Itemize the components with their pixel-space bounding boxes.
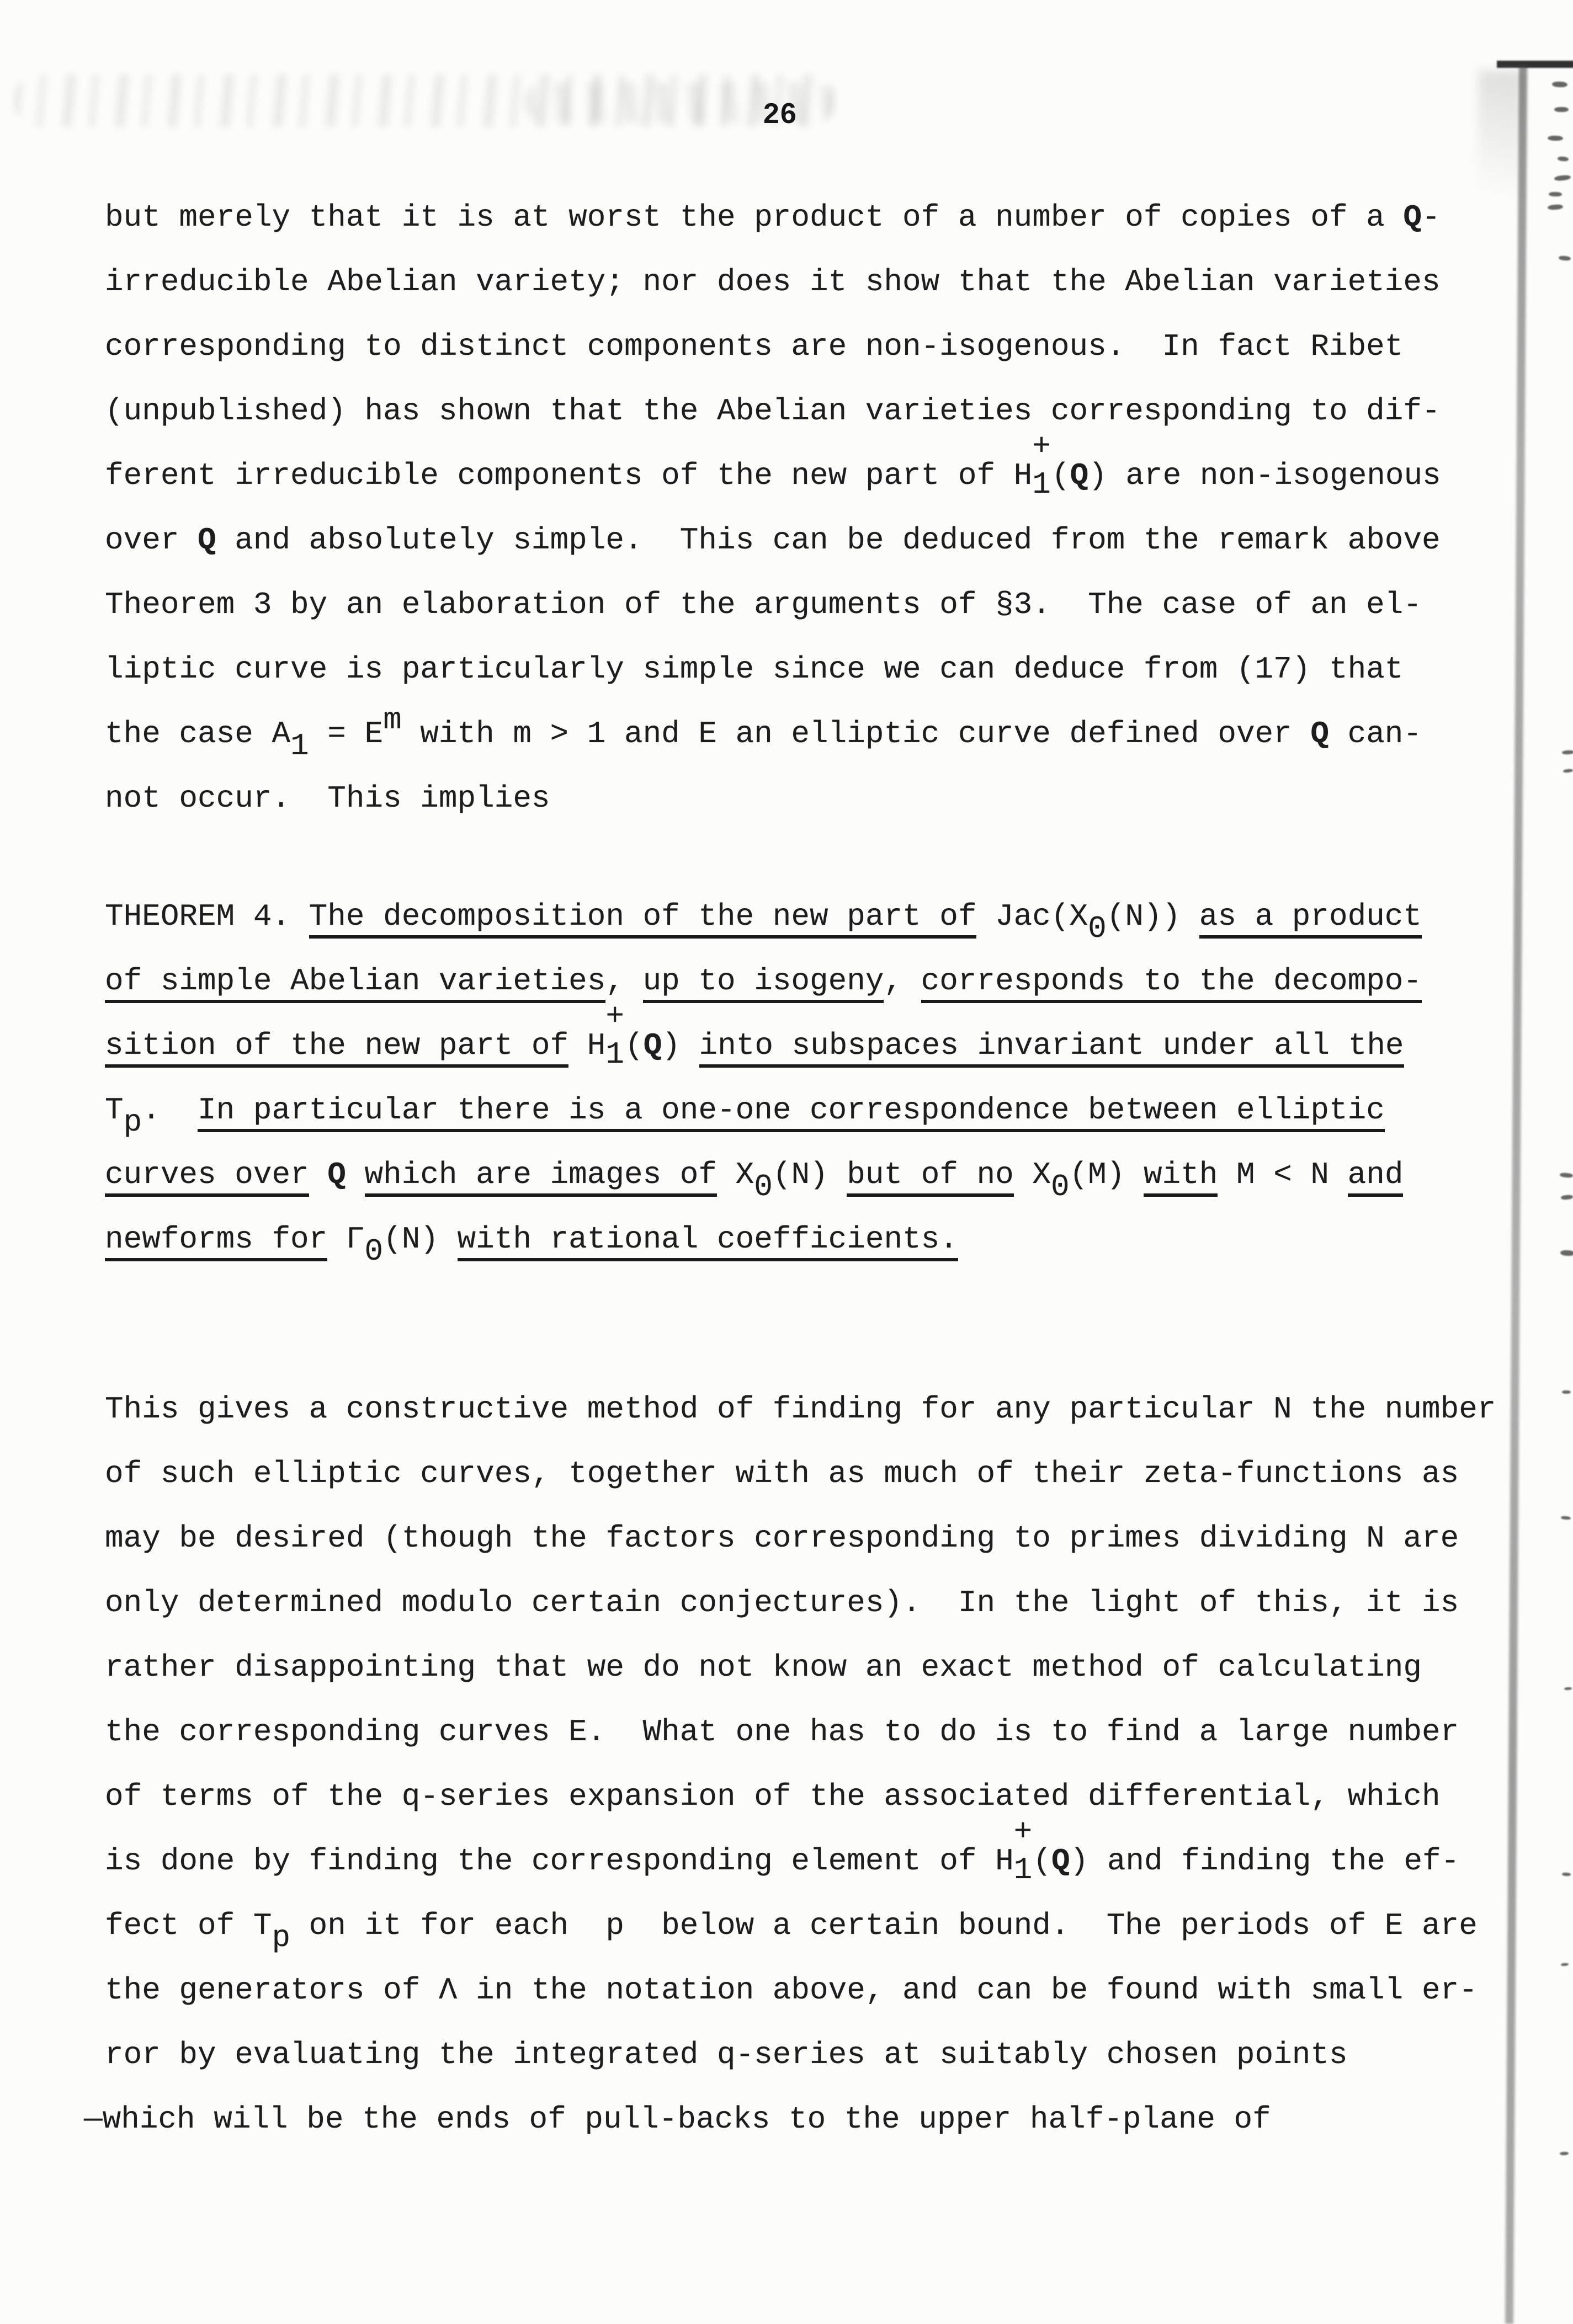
- text-segment: (: [625, 1028, 644, 1063]
- text-line: [105, 884, 1422, 949]
- text-segment: Theorem 3 by an elaboration of the arguments of §3. The case of an el-: [105, 587, 1422, 622]
- text-segment: —which will be the ends of pull-backs to the upper half-plane of: [84, 2102, 1271, 2137]
- superscript: +: [1013, 1814, 1033, 1849]
- text-segment: the case A: [105, 716, 291, 751]
- text-line: [105, 1635, 1496, 1700]
- underlined-text: with rational coefficients.: [458, 1222, 958, 1261]
- text-segment: of such elliptic curves, together with as much of their zeta-functions as: [105, 1456, 1459, 1491]
- text-line: [105, 2023, 1496, 2087]
- superscript: +: [1032, 428, 1051, 464]
- text-segment: X: [717, 1157, 754, 1192]
- text-segment: not occur. This implies: [105, 781, 550, 816]
- text-segment: over: [105, 523, 198, 558]
- text-segment: (M): [1069, 1157, 1144, 1192]
- text-segment: Q: [643, 1028, 662, 1063]
- sup-sub-stack: [1013, 1814, 1033, 1888]
- scan-speck: [1548, 136, 1563, 141]
- text-segment: Γ: [327, 1222, 365, 1257]
- text-line: [105, 315, 1441, 379]
- sup-sub-stack: [605, 998, 625, 1073]
- text-line: [105, 508, 1441, 573]
- text-segment: (: [1033, 1843, 1051, 1879]
- scan-edge-smear: [1478, 71, 1522, 225]
- text-segment: can-: [1328, 716, 1422, 751]
- underlined-text: corresponds to the decompo-: [921, 963, 1422, 1003]
- text-line: [105, 1894, 1496, 1958]
- subscript: 1: [1032, 467, 1051, 503]
- scan-speck: [1558, 156, 1569, 162]
- scan-speck: [1554, 174, 1571, 181]
- text-line: [105, 1571, 1496, 1635]
- text-segment: and absolutely simple. This can be deduced from the remark above: [216, 523, 1441, 558]
- text-line: [105, 1207, 1422, 1272]
- text-segment: Q: [1051, 1843, 1070, 1879]
- text-line: [105, 1958, 1496, 2023]
- text-segment: Q: [327, 1157, 346, 1192]
- text-segment: (N): [772, 1157, 847, 1192]
- text-line: [105, 250, 1441, 315]
- text-segment: with m > 1 and E an elliptic curve defined over: [401, 716, 1311, 751]
- text-line: [84, 2087, 1496, 2152]
- text-segment: irreducible Abelian variety; nor does it show that the Abelian varieties: [105, 264, 1441, 300]
- scan-speck: [1562, 1873, 1571, 1877]
- text-segment: m: [383, 702, 402, 738]
- text-segment: (unpublished) has shown that the Abelian varieties corresponding to dif-: [105, 393, 1441, 429]
- scan-speck: [1549, 192, 1562, 196]
- text-segment: ) are non-isogenous: [1088, 458, 1441, 493]
- text-line: [105, 1143, 1422, 1207]
- scan-speck: [1560, 1172, 1573, 1178]
- scan-speck: [1562, 750, 1573, 754]
- text-segment: is done by finding the corresponding element of H: [105, 1843, 1014, 1879]
- page-number: 26: [763, 98, 798, 130]
- subscript: 1: [1013, 1852, 1033, 1888]
- underlined-text: In particular there is a one-one correspondence between elliptic: [198, 1092, 1385, 1132]
- text-line: [105, 1765, 1496, 1829]
- text-segment: p: [272, 1920, 291, 1956]
- text-segment: Jac(X: [976, 899, 1088, 934]
- scan-speck: [1560, 1250, 1573, 1256]
- text-segment: p: [123, 1105, 142, 1140]
- text-segment: 0: [364, 1234, 384, 1270]
- text-line: [105, 379, 1441, 444]
- text-segment: H: [568, 1028, 606, 1063]
- text-segment: -: [1422, 200, 1441, 235]
- scan-speck: [1562, 1390, 1571, 1394]
- superscript: +: [605, 998, 624, 1034]
- scan-speck: [1559, 255, 1571, 261]
- text-segment: on it for each p below a certain bound. The periods of E are: [290, 1908, 1478, 1943]
- text-segment: (N)): [1106, 899, 1199, 934]
- text-line: [105, 1442, 1496, 1506]
- text-segment: Q: [198, 523, 216, 558]
- text-segment: may be desired (though the factors corresponding to primes dividing N are: [105, 1521, 1459, 1556]
- text-segment: ): [662, 1028, 699, 1063]
- text-segment: (: [1051, 458, 1070, 493]
- text-segment: ,: [605, 963, 643, 999]
- scan-speck: [1560, 2152, 1569, 2156]
- text-segment: Q: [1403, 200, 1422, 235]
- scan-edge-bar: [1497, 61, 1573, 68]
- underlined-text: newforms for: [105, 1222, 327, 1261]
- scan-speck: [1552, 82, 1567, 88]
- text-segment: X: [1013, 1157, 1051, 1192]
- text-segment: corresponding to distinct components are non-isogenous. In fact Ribet: [105, 329, 1404, 364]
- scan-speck: [1561, 1516, 1571, 1520]
- underlined-text: but of no: [847, 1157, 1013, 1197]
- scan-speck: [1561, 1963, 1569, 1966]
- text-line: [105, 998, 1422, 1078]
- text-segment: 0: [1050, 1169, 1070, 1205]
- text-line: [105, 573, 1441, 637]
- text-segment: 0: [1088, 911, 1107, 947]
- text-segment: 1: [290, 728, 309, 764]
- paragraph: [105, 185, 1441, 831]
- text-segment: = E: [309, 716, 384, 751]
- text-line: [105, 1078, 1422, 1143]
- text-segment: only determined modulo certain conjectures). In the light of this, it is: [105, 1585, 1459, 1621]
- text-segment: [346, 1157, 365, 1192]
- sup-sub-stack: [1032, 428, 1051, 503]
- text-segment: but merely that it is at worst the product of a number of copies of a: [105, 200, 1404, 235]
- scan-speck: [1561, 1195, 1573, 1200]
- text-segment: rather disappointing that we do not know an exact method of calculating: [105, 1650, 1422, 1685]
- scan-speck: [1548, 204, 1564, 210]
- paragraph: [105, 884, 1422, 1272]
- text-line: [105, 637, 1441, 702]
- text-segment: the corresponding curves E. What one has to do is to find a large number: [105, 1714, 1459, 1750]
- text-line: [105, 1814, 1496, 1894]
- text-line: [105, 1506, 1496, 1571]
- text-segment: liptic curve is particularly simple since we can deduce from (17) that: [105, 652, 1404, 687]
- scan-speck: [1554, 107, 1569, 112]
- text-segment: ferent irreducible components of the new part of H: [105, 458, 1033, 493]
- text-line: [105, 949, 1422, 1014]
- text-segment: ,: [884, 963, 921, 999]
- text-segment: Q: [1310, 716, 1329, 751]
- text-segment: ror by evaluating the integrated q-series at suitably chosen points: [105, 2037, 1348, 2072]
- text-line: [105, 1700, 1496, 1765]
- text-segment: ) and finding the ef-: [1070, 1843, 1460, 1879]
- scan-speck: [1564, 1687, 1572, 1691]
- text-segment: 0: [754, 1169, 773, 1205]
- underlined-text: which are images of: [365, 1157, 718, 1197]
- text-line: [105, 766, 1441, 831]
- underlined-text: of simple Abelian varieties: [105, 963, 605, 1003]
- text-segment: This gives a constructive method of finding for any particular N the number: [105, 1392, 1496, 1427]
- scan-speck: [1563, 769, 1573, 773]
- underlined-text: up to isogeny: [643, 963, 884, 1003]
- text-line: [105, 185, 1441, 250]
- text-segment: the generators of Λ in the notation above, and can be found with small er-: [105, 1973, 1478, 2008]
- underlined-text: as a product: [1199, 899, 1422, 939]
- text-segment: of terms of the q-series expansion of the associated differential, which: [105, 1779, 1441, 1814]
- text-segment: THEOREM 4.: [105, 899, 309, 934]
- text-segment: [309, 1157, 328, 1192]
- underlined-text: The decomposition of the new part of: [309, 899, 977, 939]
- text-line: [105, 1377, 1496, 1442]
- text-segment: fect of T: [105, 1908, 272, 1943]
- underlined-text: and: [1348, 1157, 1404, 1197]
- underlined-text: sition of the new part of: [105, 1028, 568, 1068]
- scan-binding-line: [1505, 64, 1527, 2324]
- text-segment: (N): [383, 1222, 458, 1257]
- text-segment: Q: [1070, 458, 1089, 493]
- underlined-text: curves over: [105, 1157, 309, 1197]
- text-segment: T: [105, 1092, 124, 1128]
- text-segment: .: [142, 1092, 198, 1128]
- text-line: [105, 428, 1441, 508]
- text-segment: M < N: [1218, 1157, 1348, 1192]
- text-line: [105, 702, 1441, 766]
- underlined-text: into subspaces invariant under all the: [699, 1028, 1404, 1068]
- underlined-text: with: [1144, 1157, 1218, 1197]
- subscript: 1: [605, 1037, 624, 1073]
- paragraph: [84, 1377, 1496, 2152]
